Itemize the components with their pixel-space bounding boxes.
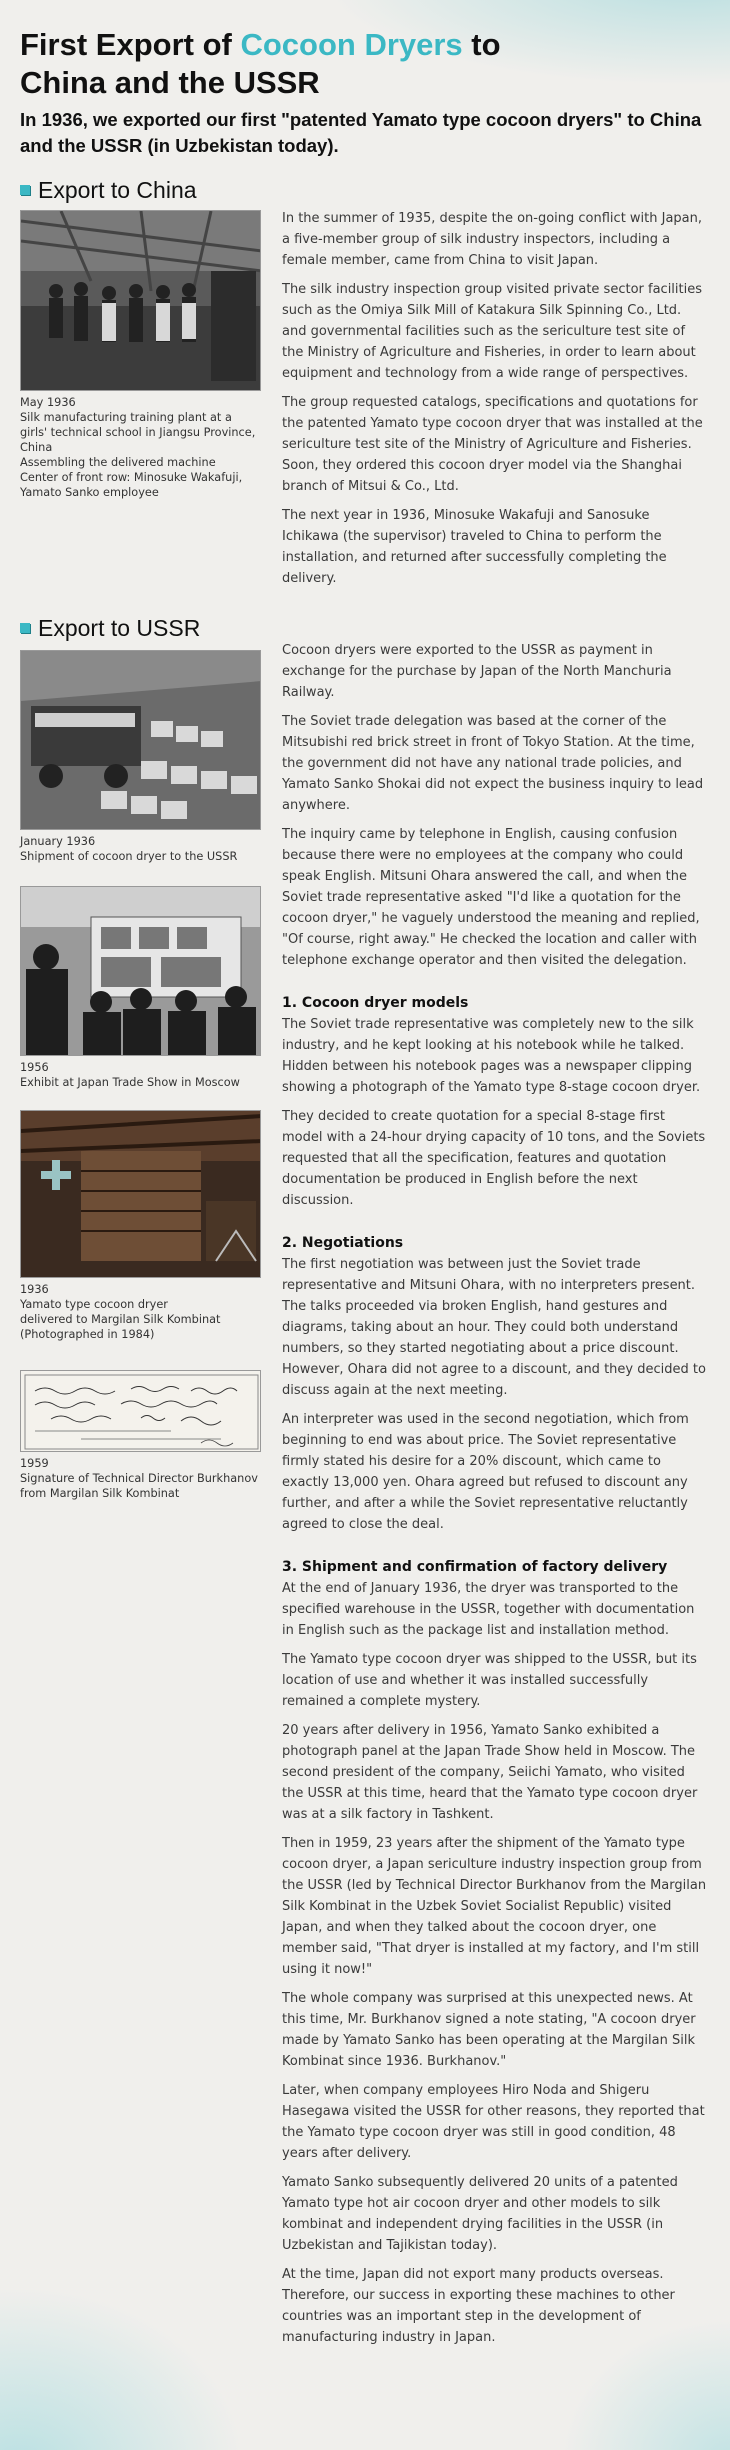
paragraph: Yamato Sanko subsequently delivered 20 units of a patented Yamato type hot air cocoon dryer and other models to silk kombinat and independent drying facilities in the USSR (in Uzbekistan and Tajikistan today). bbox=[282, 2175, 678, 2253]
paragraph: In the summer of 1935, despite the on-going conflict with Japan, a five-member group of silk industry inspectors, including a female member, came from China to visit Japan. bbox=[282, 211, 703, 268]
paragraph: The first negotiation was between just the Soviet trade representative and Mitsuni Ohara, with no interpreters present. The talks proceeded via broken English, hand gestures and diagrams, taking about an hour. They could both understand numbers, so they started negotiating about a price discount. However, Ohara did not agree to a discount, and they decided to discuss again at the next meeting. bbox=[282, 1257, 706, 1398]
paragraph: Then in 1959, 23 years after the shipment of the Yamato type cocoon dryer, a Japan sericulture industry inspection group from the USSR (led by Technical Director Burkhanov from the Margilan Silk Kombinat in the Uzbek Soviet Socialist Republic) visited Japan, and when they talked about the cocoon dryer, one member said, "That dryer is installed at my factory, and I'm still using it now!" bbox=[282, 1836, 707, 1977]
paragraph: The Yamato type cocoon dryer was shipped to the USSR, but its location of use and whether it was installed successfully remained a complete mystery. bbox=[282, 1652, 697, 1709]
ussr-photo-2 bbox=[20, 886, 261, 1090]
title-text: First Export of bbox=[20, 27, 241, 62]
photo-caption: January 1936 Shipment of cocoon dryer to the USSR bbox=[20, 835, 238, 863]
title-highlight: Cocoon Dryers bbox=[240, 27, 463, 62]
paragraph: The Soviet trade representative was completely new to the silk industry, and he kept looking at his notebook while he talked. Hidden between his notebook pages was a newspaper clipping showing a photograph of the Yamato type 8-stage cocoon dryer. bbox=[282, 1017, 701, 1095]
photo-caption: 1956 Exhibit at Japan Trade Show in Moscow bbox=[20, 1061, 240, 1089]
photo-caption: 1959 Signature of Technical Director Burkhanov from Margilan Silk Kombinat bbox=[20, 1457, 258, 1500]
kombinat-dryer-photo bbox=[20, 1110, 261, 1278]
ussr-text bbox=[282, 640, 709, 2356]
paragraph: The group requested catalogs, specifications and quotations for the patented Yamato type cocoon dryer that was installed at the sericulture test site of the Ministry of Agriculture and Fisheries. Soon, they ordered this cocoon dryer model via the Shanghai branch of Mitsui & Co., Ltd. bbox=[282, 395, 703, 494]
subsection-heading: 1. Cocoon dryer models bbox=[282, 995, 469, 1011]
bullet-square-icon bbox=[20, 623, 30, 633]
ussr-photo-3 bbox=[20, 1110, 261, 1342]
paragraph: At the end of January 1936, the dryer was transported to the specified warehouse in the USSR, together with documentation in English such as the package list and installation method. bbox=[282, 1581, 695, 1638]
paragraph: They decided to create quotation for a special 8-stage first model with a 24-hour drying capacity of 10 tons, and the Soviets requested that all the specification, features and quotation documentation be produced in English before the next discussion. bbox=[282, 1109, 706, 1208]
paragraph: The silk industry inspection group visited private sector facilities such as the Omiya Silk Mill of Katakura Silk Spinning Co., Ltd. and governmental facilities such as the sericulture test site of the Ministry of Agriculture and Fisheries, in order to learn about equipment and technology from a wide range of perspectives. bbox=[282, 282, 703, 381]
lead-text: In 1936, we exported our first "patented Yamato type cocoon dryers" to China and the USSR (in Uzbekistan today). bbox=[20, 109, 702, 156]
paragraph: 20 years after delivery in 1956, Yamato Sanko exhibited a photograph panel at the Japan Trade Show held in Moscow. The second president of the company, Seiichi Yamato, who visited the USSR at this time, heard that the Yamato type cocoon dryer was at a silk factory in Tashkent. bbox=[282, 1723, 698, 1822]
section-heading-text: Export to China bbox=[38, 177, 197, 203]
page-title bbox=[20, 26, 710, 102]
paragraph: At the time, Japan did not export many products overseas. Therefore, our success in exporting these machines to other countries was an important step in the development of manufacturing industry in Japan. bbox=[282, 2267, 675, 2345]
title-line-2: China and the USSR bbox=[20, 65, 320, 100]
paragraph: The next year in 1936, Minosuke Wakafuji and Sanosuke Ichikawa (the supervisor) traveled to China to perform the installation, and returned after successfully completing the delivery. bbox=[282, 508, 667, 586]
ussr-photo-4 bbox=[20, 1370, 261, 1501]
trade-show-photo bbox=[20, 886, 261, 1056]
paragraph: An interpreter was used in the second negotiation, which from beginning to end was about price. The Soviet representative firmly stated his desire for a 20% discount, which came to exactly 13,000 yen. Ohara agreed but refused to discount any further, and after a while the Soviet representative reluctantly agreed to close the deal. bbox=[282, 1412, 689, 1532]
china-text bbox=[282, 208, 709, 597]
shipment-photo bbox=[20, 650, 261, 830]
photo-caption: 1936 Yamato type cocoon dryer delivered to Margilan Silk Kombinat (Photographed in 1984) bbox=[20, 1283, 221, 1341]
photo-caption: May 1936 Silk manufacturing training plant at a girls' technical school in Jiangsu Province, China Assembling the delivered machine Center of front row: Minosuke Wakafuji, Yamato Sanko employee bbox=[20, 396, 256, 499]
title-text-end: to bbox=[462, 27, 501, 62]
section-heading-china bbox=[20, 176, 197, 204]
section-heading-text: Export to USSR bbox=[38, 615, 201, 641]
bullet-square-icon bbox=[20, 185, 30, 195]
paragraph: The inquiry came by telephone in English, causing confusion because there were no employees at the company who could speak English. Mitsuni Ohara answered the call, and when the Soviet trade representative asked "I'd like a quotation for the cocoon dryer," he vaguely understood the meaning and replied, "Of course, right away." He checked the location and caller with telephone exchange operator and then visited the delegation. bbox=[282, 827, 700, 968]
paragraph: The Soviet trade delegation was based at the corner of the Mitsubishi red brick street in front of Tokyo Station. At the time, the government did not have any national trade policies, and Yamato Sanko Shokai did not expect the business inquiry to lead anywhere. bbox=[282, 714, 704, 813]
signature-note-photo bbox=[20, 1370, 261, 1452]
ussr-photo-1 bbox=[20, 650, 261, 864]
paragraph: Cocoon dryers were exported to the USSR as payment in exchange for the purchase by Japan of the North Manchuria Railway. bbox=[282, 643, 672, 700]
china-photo-block bbox=[20, 210, 261, 500]
paragraph: Later, when company employees Hiro Noda and Shigeru Hasegawa visited the USSR for other reasons, they reported that the Yamato type cocoon dryer was still in good condition, 48 years after delivery. bbox=[282, 2083, 705, 2161]
section-heading-ussr bbox=[20, 614, 200, 642]
paragraph: The whole company was surprised at this unexpected news. At this time, Mr. Burkhanov signed a note stating, "A cocoon dryer made by Yamato Sanko has been operating at the Margilan Silk Kombinat since 1936. Burkhanov." bbox=[282, 1991, 696, 2069]
china-training-plant-photo bbox=[20, 210, 261, 391]
subsection-heading: 3. Shipment and confirmation of factory delivery bbox=[282, 1559, 668, 1575]
subsection-heading: 2. Negotiations bbox=[282, 1235, 404, 1251]
